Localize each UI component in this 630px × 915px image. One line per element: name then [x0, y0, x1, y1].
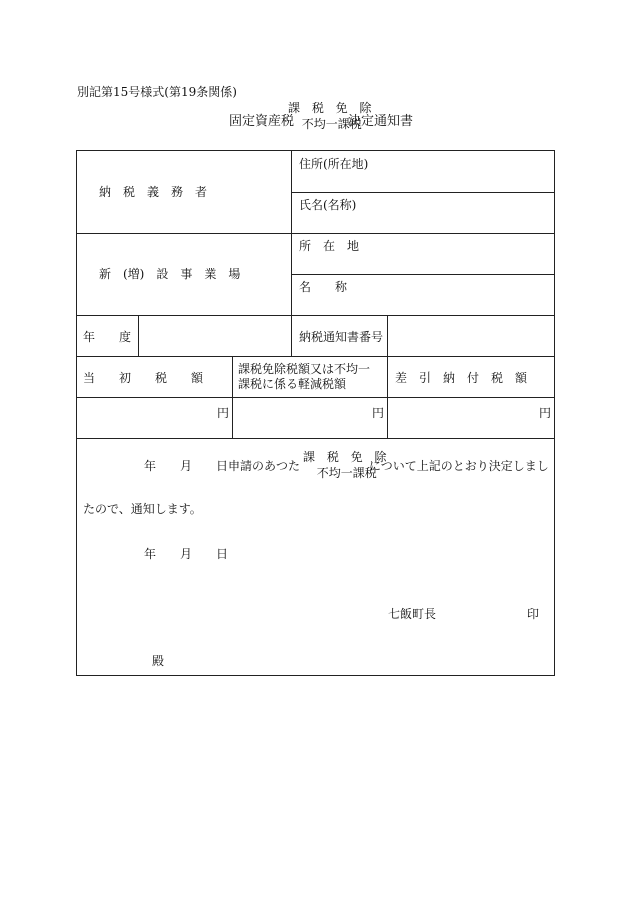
notice-stack-bottom: 不均一課税	[316, 466, 377, 480]
location-label: 所 在 地	[299, 239, 360, 253]
yen-unit-difference: 円	[539, 406, 552, 420]
form-number: 別記第15号様式(第19条関係)	[77, 85, 237, 99]
issuer-name: 七飯町長	[388, 607, 437, 621]
difference-label: 差 引 納 付 税 額	[395, 371, 528, 385]
notice-date-line: 年 月 日	[144, 547, 229, 561]
seal-mark: 印	[527, 607, 540, 621]
document-title	[0, 100, 630, 134]
year-label: 年 度	[83, 330, 132, 344]
form-table	[76, 150, 555, 676]
yen-unit-initial: 円	[217, 406, 230, 420]
taxpayer-label: 納 税 義 務 者	[99, 185, 208, 199]
notice-sentence-tail: について上記のとおり決定しまし	[369, 459, 549, 473]
reduced-tax-label	[238, 362, 370, 392]
yen-unit-reduced: 円	[372, 406, 385, 420]
facility-label: 新 (増) 設 事 業 場	[99, 267, 241, 281]
notice-sentence-cont: たので、通知します。	[83, 502, 202, 516]
notice-date-prefix: 年 月 日申請のあつた	[144, 459, 301, 473]
addressee-honorific: 殿	[152, 654, 165, 668]
address-label: 住所(所在地)	[299, 157, 369, 171]
notice-number-label: 納税通知書番号	[299, 330, 384, 344]
notice-stack-top: 課 税 免 除	[303, 450, 391, 464]
name-label: 氏名(名称)	[299, 198, 357, 212]
title-main: 固定資産税	[229, 114, 295, 129]
initial-tax-label: 当 初 税 額	[83, 371, 204, 385]
reduced-tax-label-line1: 課税免除税額又は不均一	[238, 362, 371, 376]
title-stack-bottom: 不均一課税	[301, 117, 362, 131]
title-tail: 決定通知書	[348, 114, 414, 129]
reduced-tax-label-line2: 課税に係る軽減税額	[238, 377, 347, 391]
facility-name-label: 名 称	[299, 280, 348, 294]
title-stack-top: 課 税 免 除	[288, 101, 376, 115]
